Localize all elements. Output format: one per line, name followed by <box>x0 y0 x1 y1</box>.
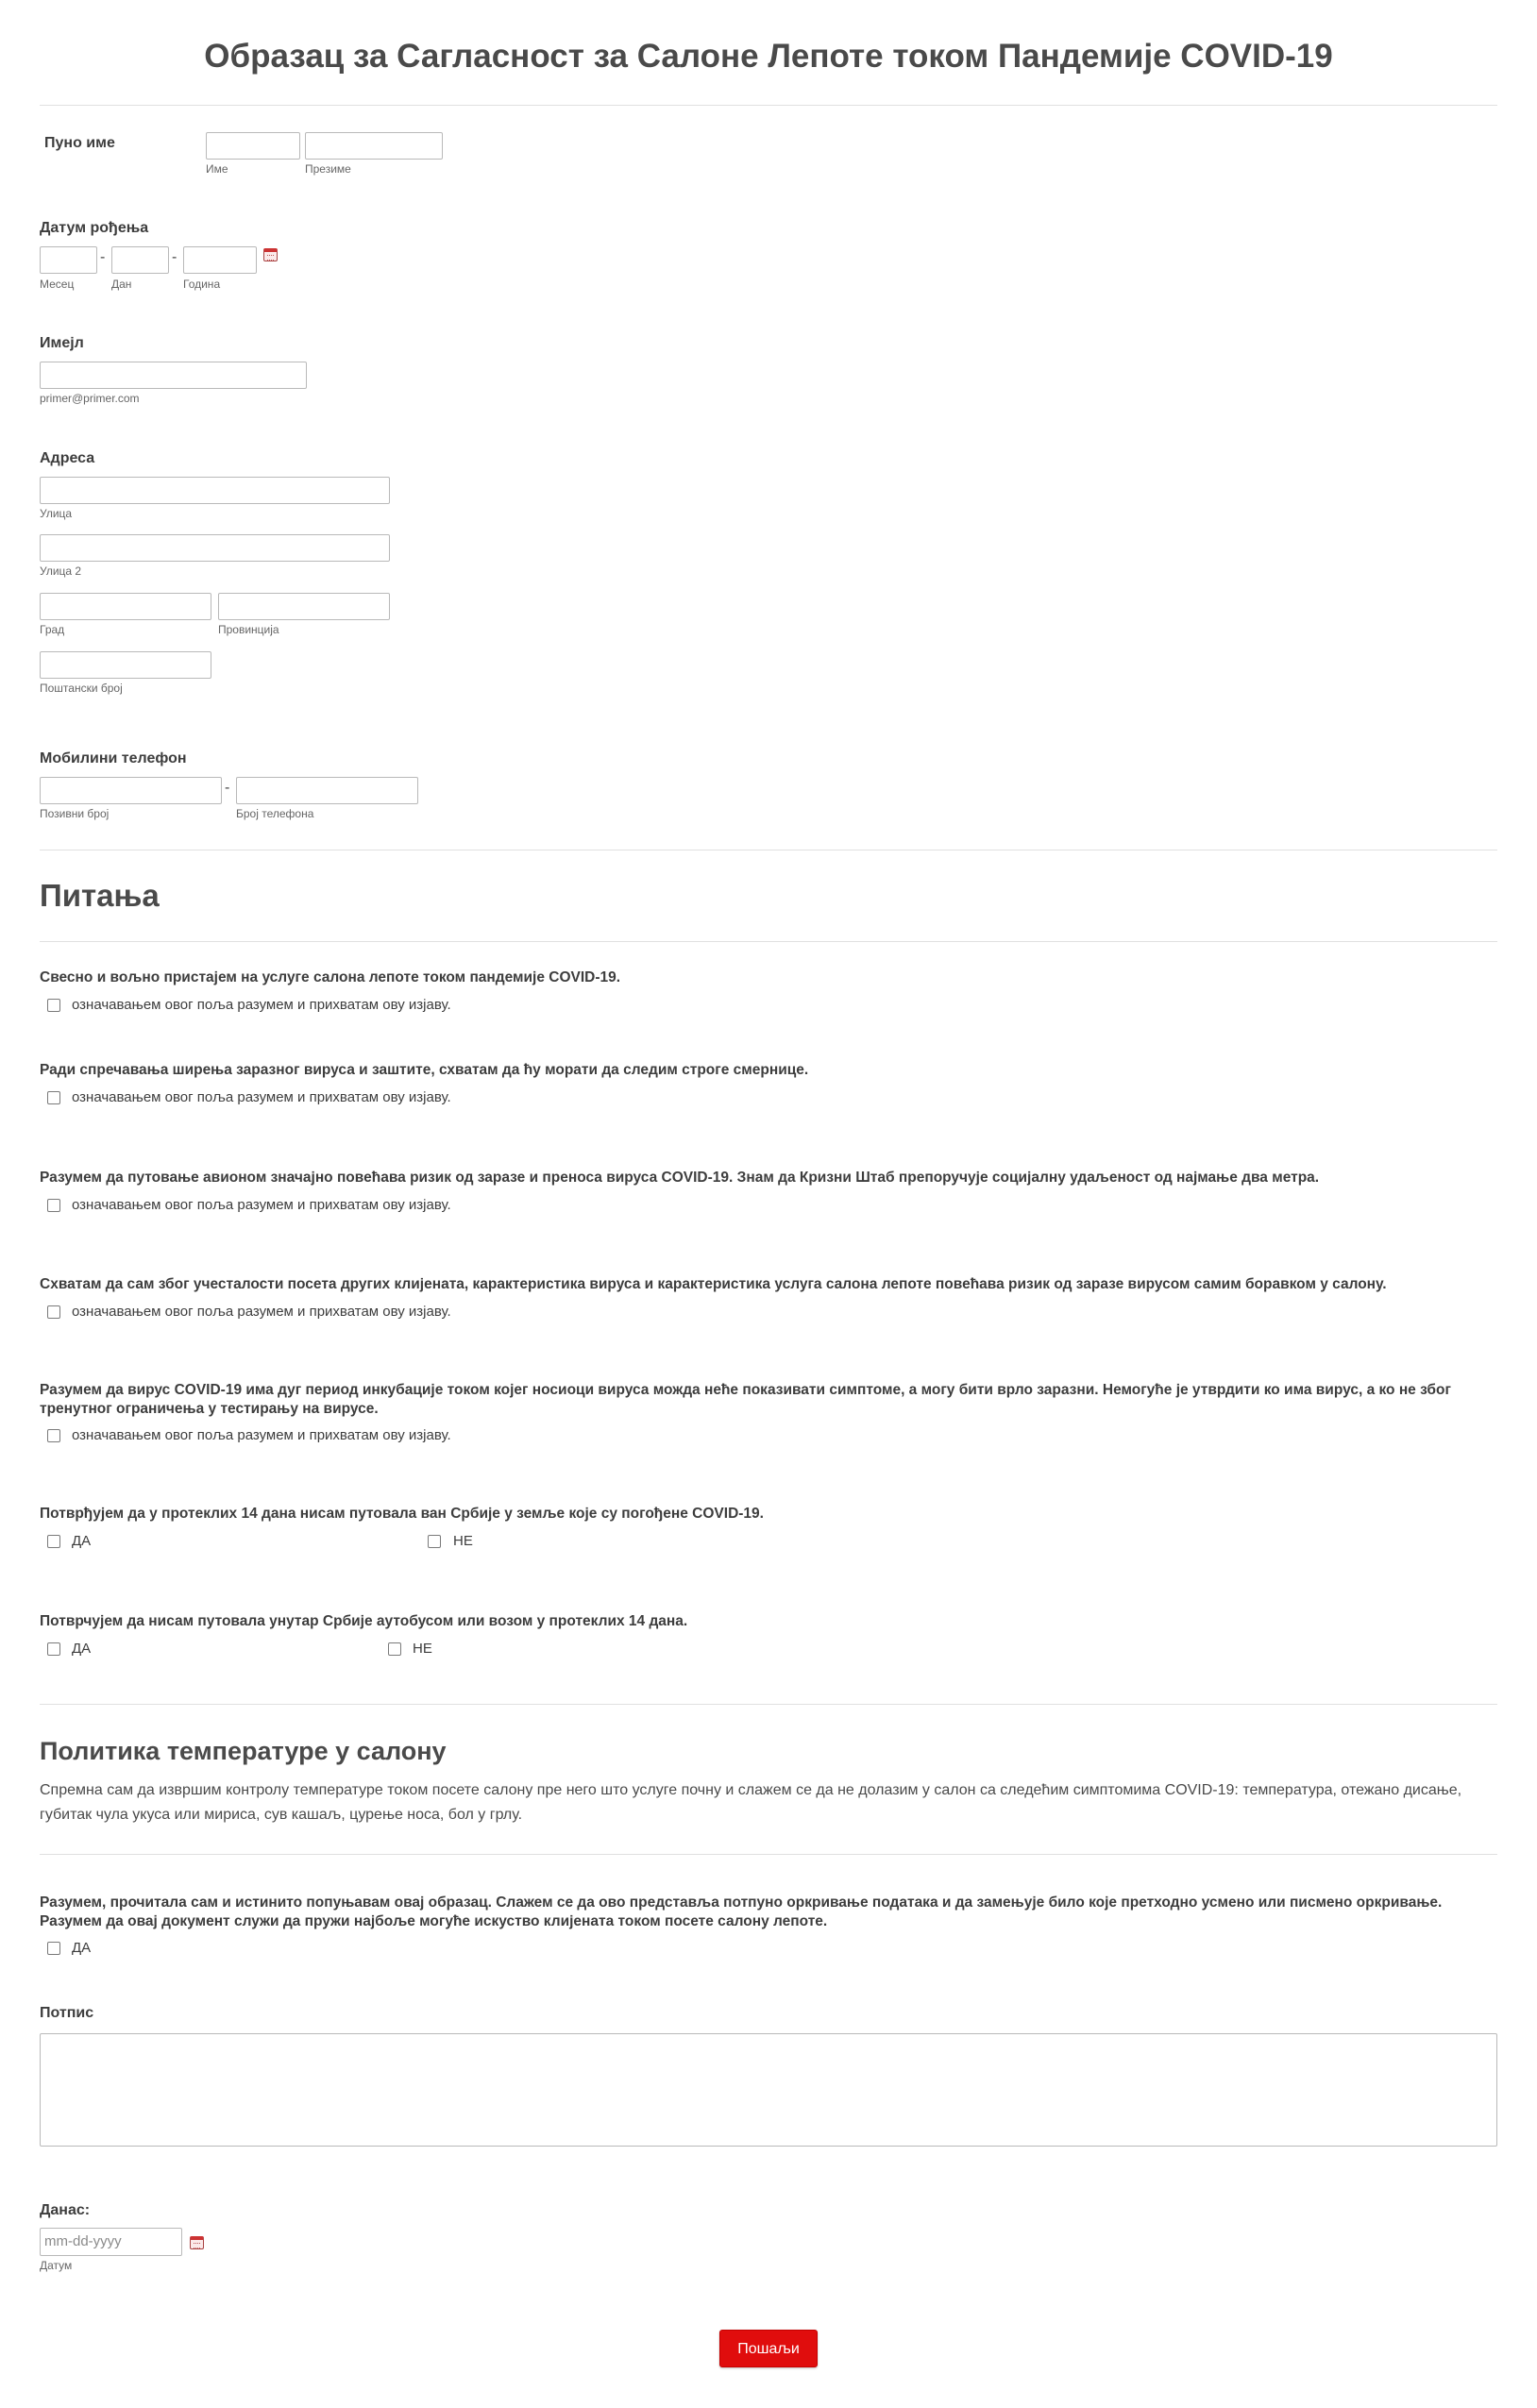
no-label: НЕ <box>413 1641 432 1657</box>
birth-month-sublabel: Месец <box>40 278 75 291</box>
no-label: НЕ <box>453 1533 473 1549</box>
no-checkbox[interactable] <box>428 1535 441 1548</box>
province-input[interactable] <box>218 593 390 620</box>
yes-checkbox[interactable] <box>47 1642 60 1656</box>
last-name-input[interactable] <box>305 132 443 160</box>
first-name-sublabel: Име <box>206 162 228 176</box>
no-checkbox[interactable] <box>388 1642 401 1656</box>
last-name-sublabel: Презиме <box>305 162 351 176</box>
full-name-label: Пуно име <box>44 135 115 151</box>
street-input[interactable] <box>40 477 390 504</box>
today-sublabel: Датум <box>40 2259 73 2272</box>
phone-separator: - <box>225 780 230 796</box>
birth-day-sublabel: Дан <box>111 278 132 291</box>
street2-sublabel: Улица 2 <box>40 564 82 578</box>
yes-label: ДА <box>72 1641 92 1657</box>
yes-checkbox[interactable] <box>47 1942 60 1955</box>
accept-checkbox[interactable] <box>47 1091 60 1104</box>
first-name-input[interactable] <box>206 132 300 160</box>
accept-checkbox[interactable] <box>47 1429 60 1442</box>
area-code-sublabel: Позивни број <box>40 807 110 820</box>
submit-button[interactable]: Пошаљи <box>719 2330 818 2367</box>
question-text: Схватам да сам због учесталости посета других клијената, карактеристика вируса и карактеристика услуга салона лепоте повећава ризик од заразе вирусом самим боравком у салону. <box>40 1276 1387 1292</box>
form-title: Образац за Сагласност за Салоне Лепоте током Пандемије COVID-19 <box>204 38 1333 75</box>
travel-question-text: Потврђујем да у протеклих 14 дана нисам путовала ван Србије у земље које су погођене COVID-19. <box>40 1506 764 1522</box>
email-input[interactable] <box>40 362 307 389</box>
calendar-icon[interactable] <box>190 2236 204 2249</box>
question-text: Свесно и вољно пристајем на услуге салона лепоте током пандемије COVID-19. <box>40 969 621 985</box>
temperature-text: Спремна сам да извршим контролу температуре током посете салону пре него што услуге почну и слажем се да не долазим у салон са следећим симптомима COVID-19: температура, отежано дисање, губитак чула укуса или мириса, сув кашаљ, цурење носа, бол у грлу. <box>40 1782 1462 1823</box>
today-date-input[interactable]: mm-dd-yyyy <box>40 2228 182 2256</box>
birth-year-sublabel: Година <box>183 278 221 291</box>
questions-heading: Питања <box>40 878 160 913</box>
accept-label: означавањем овог поља разумем и прихватам ову изјаву. <box>72 1304 451 1320</box>
accept-checkbox[interactable] <box>47 999 60 1012</box>
final-statement-text: Разумем, прочитала сам и истинито попуњавам овај образац. Слажем се да ово представља потпуно оркривање података и да замењује било које претходно усмено или писмено оркривање. Разумем да овај документ служи да пружи најбоље могуће искуство клијената током посете салону лепоте. <box>40 1894 1443 1929</box>
accept-checkbox[interactable] <box>47 1305 60 1319</box>
postal-code-input[interactable] <box>40 651 211 679</box>
divider <box>40 941 1497 942</box>
province-sublabel: Провинција <box>218 623 279 636</box>
calendar-icon[interactable] <box>263 248 278 261</box>
city-input[interactable] <box>40 593 211 620</box>
temperature-heading: Политика температуре у салону <box>40 1737 447 1765</box>
yes-label: ДА <box>72 1533 92 1549</box>
email-sublabel: primer@primer.com <box>40 392 140 405</box>
divider <box>40 1704 1497 1705</box>
city-sublabel: Град <box>40 623 65 636</box>
date-separator: - <box>100 249 106 265</box>
question-text: Разумем да вирус COVID-19 има дуг период инкубације током којег носиоци вируса можда неће показивати симптоме, а могу бити врло заразни. Немогуће је утврдити ко има вирус, а ко не због тренутног ограничења у тестирању на вирусе. <box>40 1382 1451 1417</box>
accept-label: означавањем овог поља разумем и прихватам ову изјаву. <box>72 1089 451 1105</box>
birth-date-label: Датум рођења <box>40 220 149 236</box>
accept-checkbox[interactable] <box>47 1199 60 1212</box>
street-sublabel: Улица <box>40 507 73 520</box>
yes-label: ДА <box>72 1940 92 1956</box>
street2-input[interactable] <box>40 534 390 562</box>
birth-month-input[interactable] <box>40 246 97 274</box>
divider <box>40 1854 1497 1855</box>
today-label: Данас: <box>40 2202 91 2218</box>
email-label: Имејл <box>40 335 84 351</box>
accept-label: означавањем овог поља разумем и прихватам ову изјаву. <box>72 1427 451 1443</box>
date-separator: - <box>172 249 177 265</box>
birth-year-input[interactable] <box>183 246 257 274</box>
postal-code-sublabel: Поштански број <box>40 682 123 695</box>
travel-question-text: Потврчујем да нисам путовала унутар Србије аутобусом или возом у протеклих 14 дана. <box>40 1613 688 1629</box>
phone-number-input[interactable] <box>236 777 418 804</box>
phone-number-sublabel: Број телефона <box>236 807 314 820</box>
phone-label: Мобилини телефон <box>40 750 187 766</box>
accept-label: означавањем овог поља разумем и прихватам ову изјаву. <box>72 997 451 1013</box>
question-text: Ради спречавања ширења заразног вируса и заштите, схватам да ћу морати да следим строге смернице. <box>40 1062 809 1078</box>
question-text: Разумем да путовање авионом значајно повећава ризик од заразе и преноса вируса COVID-19. Знам да Кризни Штаб препоручује социјалну удаљеност од најмање два метра. <box>40 1170 1320 1186</box>
signature-pad[interactable] <box>40 2033 1497 2147</box>
accept-label: означавањем овог поља разумем и прихватам ову изјаву. <box>72 1197 451 1213</box>
divider <box>40 105 1497 106</box>
birth-day-input[interactable] <box>111 246 169 274</box>
yes-checkbox[interactable] <box>47 1535 60 1548</box>
signature-label: Потпис <box>40 2005 94 2021</box>
area-code-input[interactable] <box>40 777 222 804</box>
address-label: Адреса <box>40 450 95 466</box>
